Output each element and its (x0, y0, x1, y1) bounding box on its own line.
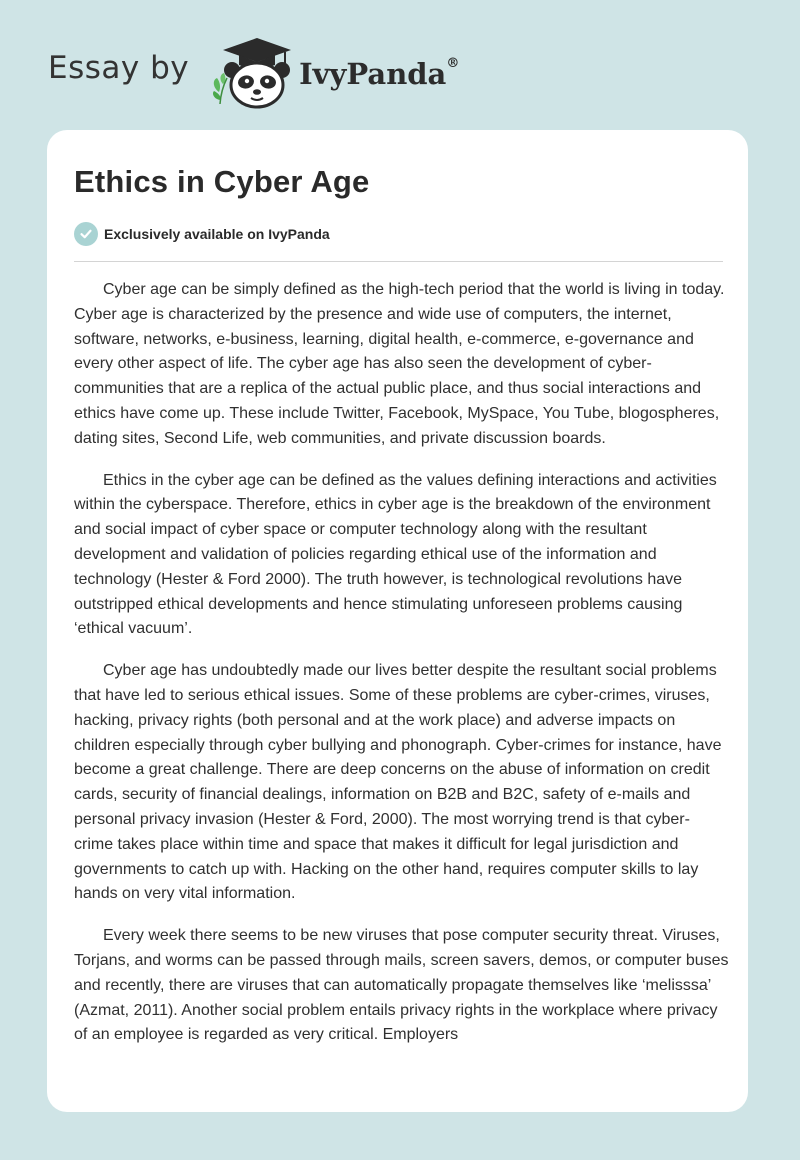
check-icon (74, 222, 98, 246)
paragraph: Ethics in the cyber age can be defined as the values defining interactions and activities within the cyberspace. Therefore, ethics in cyber age is the breakdown of the environment and social impact of cyber space or computer technology along with the resultant development and validation of policies regarding ethical use of the information and technology (Hester & Ford 2000). The truth however, is technological revolutions have outstripped ethical developments and hence stimulating unforeseen problems causing ‘ethical vacuum’. (74, 471, 717, 638)
brand-name[interactable] (299, 57, 459, 91)
essay-body (74, 278, 729, 1065)
essay-by-label: Essay by (48, 50, 190, 86)
essay-card (47, 130, 748, 1112)
exclusive-badge (74, 222, 330, 246)
exclusive-label: Exclusively available on IvyPanda (104, 226, 330, 242)
paragraph: Cyber age has undoubtedly made our lives better despite the resultant social problems that have led to serious ethical issues. Some of these problems are cyber-crimes, viruses, hacking, privacy rights (both personal and at the work place) and adverse impacts on children especially through cyber bullying and phonograph. Cyber-crimes for instance, have become a great challenge. There are deep concerns on the abuse of information on credit cards, security of financial dealings, information on B2B and B2C, safety of e-mails and personal privacy invasion (Hester & Ford, 2000). The most worrying trend is that cyber-crime takes place within time and space that makes it difficult for legal jurisdiction and governments to catch up with. Hacking on the other hand, requires computer skills to lay hands on very vital information. (74, 662, 722, 903)
divider (74, 261, 723, 262)
ivypanda-logo-icon[interactable] (205, 34, 295, 110)
essay-title: Ethics in Cyber Age (74, 164, 370, 199)
brand-label: IvyPanda (299, 57, 447, 91)
registered-mark: ® (446, 56, 460, 72)
site-header (48, 34, 459, 110)
paragraph: Every week there seems to be new viruses that pose computer security threat. Viruses, Torjans, and worms can be passed through mails, screen savers, demos, or computer buses and recently, there are viruses that can automatically propagate themselves like ‘melisssa’ (Azmat, 2011). Another social problem entails privacy rights in the workplace where privacy of an employee is regarded as very critical. Employers (74, 927, 729, 1044)
paragraph: Cyber age can be simply defined as the high-tech period that the world is living in today. Cyber age is characterized by the presence and wide use of computers, the internet, software, networks, e-business, learning, digital health, e-commerce, e-governance and every other aspect of life. The cyber age has also seen the development of cyber-communities that are a replica of the actual public place, and thus social interactions and ethics have come up. These include Twitter, Facebook, MySpace, You Tube, blogospheres, dating sites, Second Life, web communities, and private discussion boards. (74, 281, 725, 447)
